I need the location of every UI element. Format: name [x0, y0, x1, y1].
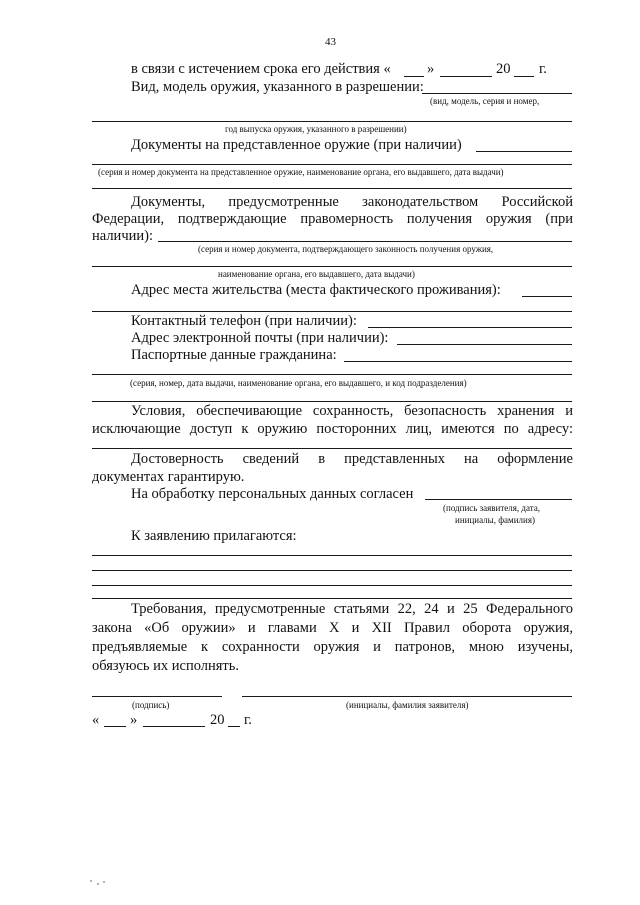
email-field[interactable]	[397, 344, 572, 345]
applicant-name-hint: (инициалы, фамилия заявителя)	[346, 700, 469, 710]
attachment-line-4[interactable]	[92, 598, 572, 599]
applicant-name-field[interactable]	[242, 696, 572, 697]
legal-docs-field[interactable]	[158, 241, 572, 242]
storage-line-2: исключающие доступ к оружию посторонних лиц, имеются по адресу:	[92, 421, 573, 437]
legal-docs-line-3: наличии):	[92, 228, 153, 244]
requirements-line-4: обязуюсь их исполнять.	[92, 658, 240, 674]
email-label: Адрес электронной почты (при наличии):	[131, 330, 389, 346]
date-year-prefix: 20	[210, 712, 225, 728]
page-number: 43	[325, 36, 336, 48]
legal-docs-line-1: Документы, предусмотренные законодательством Российской	[131, 194, 573, 210]
weapon-docs-label: Документы на представленное оружие (при наличии)	[131, 137, 462, 153]
scan-speck	[103, 881, 105, 883]
phone-field[interactable]	[368, 327, 572, 328]
date-quote-close: »	[130, 712, 138, 728]
scan-speck	[97, 883, 99, 885]
signature-field[interactable]	[92, 696, 222, 697]
weapon-docs-field-line-3[interactable]	[92, 188, 572, 189]
consent-hint-1: (подпись заявителя, дата,	[443, 503, 541, 513]
weapon-model-field[interactable]	[422, 93, 572, 94]
consent-hint-2: инициалы, фамилия)	[455, 515, 535, 525]
expiry-month-field[interactable]	[440, 76, 492, 77]
expiry-quote-close: »	[427, 61, 435, 77]
attachments-label: К заявлению прилагаются:	[131, 528, 297, 544]
consent-signature-field[interactable]	[425, 499, 572, 500]
requirements-line-3: предъявляемые к сохранности оружия и патронов, мною изучены,	[92, 639, 573, 655]
expiry-year-prefix: 20	[496, 61, 511, 77]
scan-speck	[90, 880, 92, 882]
expiry-day-field[interactable]	[404, 76, 424, 77]
legal-docs-hint-2: наименование органа, его выдавшего, дата выдачи)	[218, 269, 415, 279]
weapon-docs-field-line-2[interactable]	[92, 164, 572, 165]
requirements-line-1: Требования, предусмотренные статьями 22, 24 и 25 Федерального	[131, 601, 573, 617]
attachment-line-1[interactable]	[92, 555, 572, 556]
weapon-model-hint-2: год выпуска оружия, указанного в разрешении)	[225, 124, 407, 134]
requirements-line-2: закона «Об оружии» и главами X и XII Правил оборота оружия,	[92, 620, 573, 636]
weapon-docs-hint: (серия и номер документа на представленное оружие, наименование органа, его выдавшего, дата выдачи)	[98, 167, 504, 177]
date-year-field[interactable]	[228, 726, 240, 727]
storage-line-1: Условия, обеспечивающие сохранность, безопасность хранения и	[131, 403, 573, 419]
address-label: Адрес места жительства (места фактического проживания):	[131, 282, 501, 298]
attachment-line-2[interactable]	[92, 570, 572, 571]
consent-label: На обработку персональных данных согласен	[131, 486, 414, 502]
legal-docs-field-line-2[interactable]	[92, 266, 572, 267]
address-field[interactable]	[522, 296, 572, 297]
passport-label: Паспортные данные гражданина:	[131, 347, 337, 363]
passport-field[interactable]	[344, 361, 572, 362]
date-year-suffix: г.	[244, 712, 252, 728]
guarantee-line-2: документах гарантирую.	[92, 469, 245, 485]
weapon-model-hint-1: (вид, модель, серия и номер,	[430, 96, 540, 106]
passport-field-line-3[interactable]	[92, 401, 572, 402]
passport-hint: (серия, номер, дата выдачи, наименование органа, его выдавшего, и код подразделения)	[130, 378, 467, 388]
phone-label: Контактный телефон (при наличии):	[131, 313, 357, 329]
attachment-line-3[interactable]	[92, 585, 572, 586]
address-field-line-2[interactable]	[92, 311, 572, 312]
legal-docs-line-2: Федерации, подтверждающие правомерность получения оружия (при	[92, 211, 573, 227]
weapon-model-field-line-2[interactable]	[92, 121, 572, 122]
weapon-docs-field[interactable]	[476, 151, 572, 152]
guarantee-line-1: Достоверность сведений в представленных на оформление	[131, 451, 573, 467]
date-day-field[interactable]	[104, 726, 126, 727]
weapon-model-label: Вид, модель оружия, указанного в разрешении:	[131, 79, 424, 95]
expiry-year-suffix: г.	[539, 61, 547, 77]
signature-hint: (подпись)	[132, 700, 170, 710]
expiry-year-field[interactable]	[514, 76, 534, 77]
storage-address-field[interactable]	[92, 448, 572, 449]
legal-docs-hint-1: (серия и номер документа, подтверждающего законность получения оружия,	[198, 244, 494, 254]
date-quote-open: «	[92, 712, 100, 728]
date-month-field[interactable]	[143, 726, 205, 727]
expiry-label: в связи с истечением срока его действия «	[131, 61, 391, 77]
passport-field-line-2[interactable]	[92, 374, 572, 375]
